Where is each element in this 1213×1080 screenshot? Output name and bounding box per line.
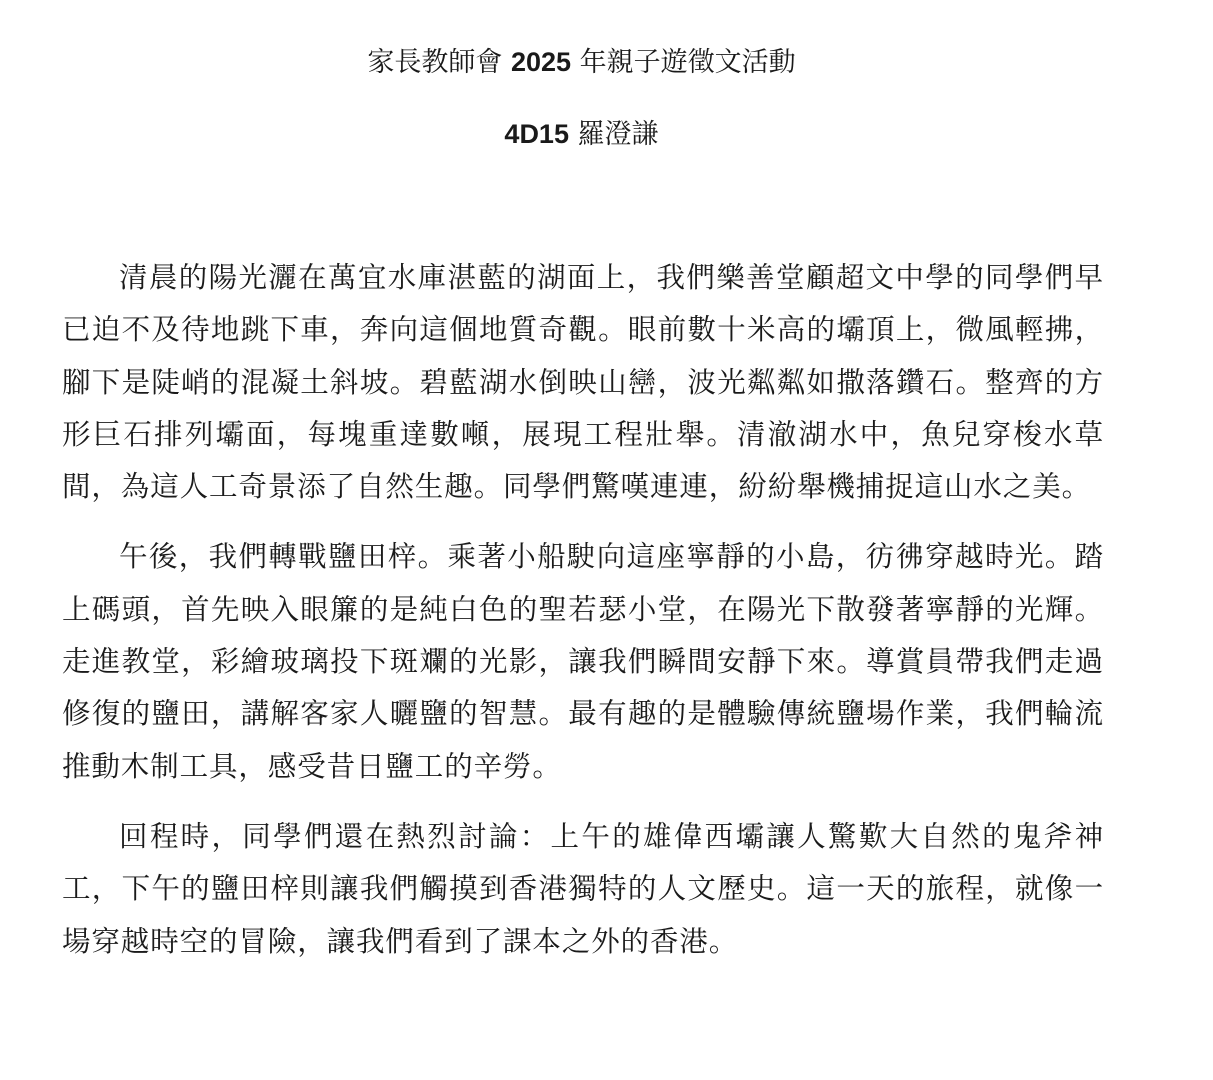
document-title — [0, 42, 1163, 83]
author-class-number: 4D15 — [504, 119, 569, 149]
paragraph-2: 午後，我們轉戰鹽田梓。乘著小船駛向這座寧靜的小島，彷彿穿越時光。踏上碼頭，首先映入眼簾的是純白色的聖若瑟小堂，在陽光下散發著寧靜的光輝。走進教堂，彩繪玻璃投下斑斕的光影，讓我們瞬間安靜下來。導賞員帶我們走過修復的鹽田，講解客家人曬鹽的智慧。最有趣的是體驗傳統鹽場作業，我們輪流推動木制工具，感受昔日鹽工的辛勞。 — [62, 540, 1104, 783]
author-name: 羅澄謙 — [577, 119, 659, 150]
paragraph-3: 回程時，同學們還在熱烈討論：上午的雄偉西壩讓人驚歎大自然的鬼斧神工，下午的鹽田梓則讓我們觸摸到香港獨特的人文歷史。這一天的旅程，就像一場穿越時空的冒險，讓我們看到了課本之外的香港。 — [62, 819, 1104, 958]
title-prefix: 家長教師會 — [367, 47, 503, 78]
title-suffix: 年親子遊徵文活動 — [579, 47, 796, 78]
paragraph-1: 清晨的陽光灑在萬宜水庫湛藍的湖面上，我們樂善堂顧超文中學的同學們早已迫不及待地跳下車，奔向這個地質奇觀。眼前數十米高的壩頂上，微風輕拂，腳下是陡峭的混凝土斜坡。碧藍湖水倒映山巒，波光粼粼如撒落鑽石。整齊的方形巨石排列壩面，每塊重達數噸，展現工程壯舉。清澈湖水中，魚兒穿梭水草間，為這人工奇景添了自然生趣。同學們驚嘆連連，紛紛舉機捕捉這山水之美。 — [62, 261, 1104, 504]
essay-body — [62, 252, 1104, 986]
author-line — [0, 114, 1163, 155]
title-year: 2025 — [510, 47, 572, 77]
